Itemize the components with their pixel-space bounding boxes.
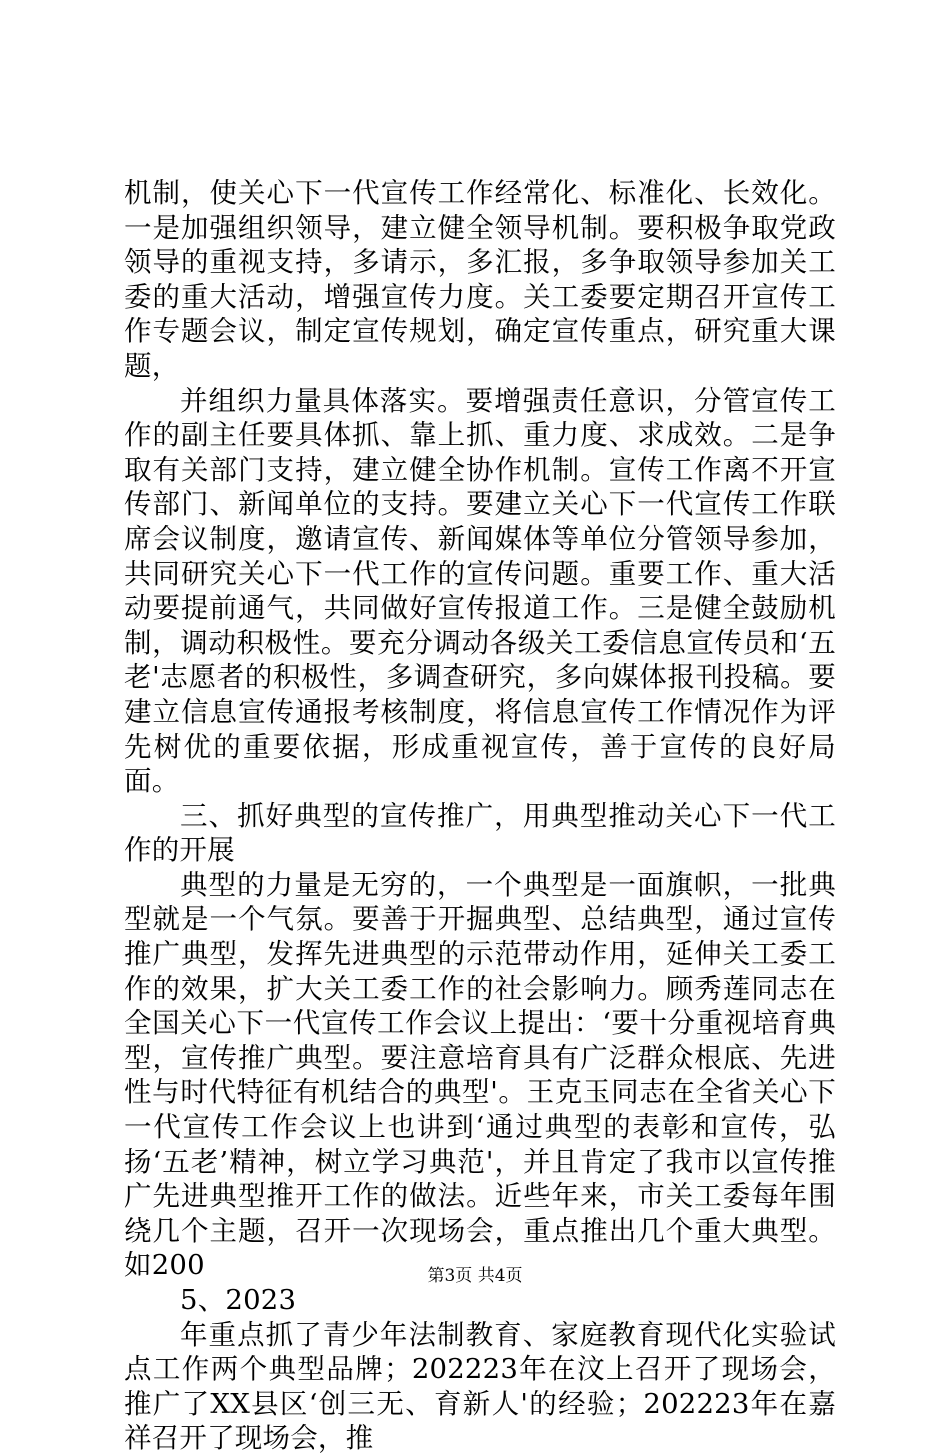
paragraph-5: 年重点抓了青少年法制教育、家庭教育现代化实验试点工作两个典型品牌；202223年在汶上召开了现场会，推广了XX县区‘创三无、育新人'的经验；202223年在嘉祥召开了现场会，推 [124, 1318, 836, 1455]
page-footer: 第3页 共4页 [427, 1266, 523, 1286]
paragraph-4: 5、2023 [180, 1284, 297, 1316]
section-heading: 三、抓好典型的宣传推广，用典型推动关心下一代工作的开展 [124, 799, 836, 867]
paragraph-1: 机制，使关心下一代宣传工作经常化、标准化、长效化。一是加强组织领导，建立健全领导机制。要积极争取党政领导的重视支持，多请示，多汇报，多争取领导参加关工委的重大活动，增强宣传力度。关工委要定期召开宣传工作专题会议，制定宣传规划，确定宣传重点，研究重大课题， [124, 177, 836, 382]
paragraph-2: 并组织力量具体落实。要增强责任意识，分管宣传工作的副主任要具体抓、靠上抓、重力度、求成效。二是争取有关部门支持，建立健全协作机制。宣传工作离不开宣传部门、新闻单位的支持。要建立关心下一代宣传工作联席会议制度，邀请宣传、新闻媒体等单位分管领导参加，共同研究关心下一代工作的宣传问题。重要工作、重大活动要提前通气，共同做好宣传报道工作。三是健全鼓励机制，调动积极性。要充分调动各级关工委信息宣传员和‘五老'志愿者的积极性，多调查研究，多向媒体报刊投稿。要建立信息宣传通报考核制度，将信息宣传工作情况作为评先树优的重要依据，形成重视宣传，善于宣传的良好局面。 [124, 384, 836, 798]
document-body [124, 176, 836, 1456]
paragraph-3: 典型的力量是无穷的，一个典型是一面旗帜，一批典型就是一个气氛。要善于开掘典型、总结典型，通过宣传推广典型，发挥先进典型的示范带动作用，延伸关工委工作的效果，扩大关工委工作的社会影响力。顾秀莲同志在全国关心下一代宣传工作会议上提出：‘要十分重视培育典型，宣传推广典型。要注意培育具有广泛群众根底、先进性与时代特征有机结合的典型'。王克玉同志在全省关心下一代宣传工作会议上也讲到‘通过典型的表彰和宣传，弘扬‘五老’精神，树立学习典范'，并且肯定了我市以宣传推广先进典型推开工作的做法。近些年来，市关工委每年围绕几个主题，召开一次现场会，重点推出几个重大典型。如200 [124, 868, 836, 1282]
